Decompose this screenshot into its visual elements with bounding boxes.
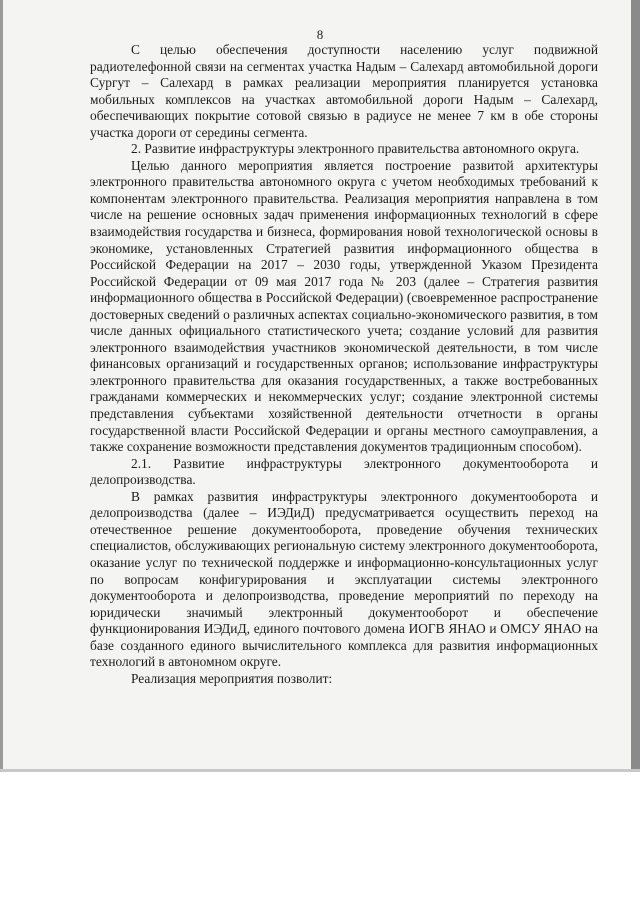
document-body: [90, 42, 598, 687]
paragraph-egov-heading: 2. Развитие инфраструктуры электронного правительства автономного округа.: [131, 141, 580, 157]
scan-left-edge: [0, 0, 3, 772]
page-number: 8: [316, 27, 324, 42]
scan-right-edge: [631, 0, 640, 772]
paragraph-edms-details: В рамках развития инфраструктуры электронного документооборота и делопроизводства (далее – ИЭДиД) предусматривается осуществить переход на отечественное решение документооборота, проведение обучения технических специалистов, обслуживающих региональную систему электронного документооборота, оказание услуг по технической поддержке и информационно-консультационных услуг по вопросам конфигурирования и эксплуатации системы электронного документооборота и делопроизводства, проведение мероприятий по переходу на юридически значимый электронный документооборот и обеспечение функционирования ИЭДиД, единого почтового домена ИОГВ ЯНАО и ОМСУ ЯНАО на базе созданного единого вычислительного комплекса для развития информационных технологий в автономном округе.: [90, 488, 598, 670]
paragraph-egov-goal: Целью данного мероприятия является построение развитой архитектуры электронного правительства автономного округа с учетом необходимых требований к компонентам электронного правительства. Реализация мероприятия направлена в том числе на решение основных задач применения информационных технологий в сфере взаимодействия государства и бизнеса, формирования новой технологической основы в экономике, установленных Стратегией развития информационного общества в Российской Федерации на 2017 – 2030 годы, утвержденной Указом Президента Российской Федерации от 09 мая 2017 года № 203 (далее – Стратегия развития информационного общества в Российской Федерации) (своевременное распространение достоверных сведений о различных аспектах социально-экономического развития, в том числе данных официального статистического учета; создание условий для развития электронного взаимодействия участников экономической деятельности, в том числе финансовых организаций и государственных органов; использование инфраструктуры электронного правительства для оказания государственных, а также востребованных гражданами коммерческих и некоммерческих услуг; создание электронной системы представления субъектами хозяйственной деятельности отчетности в органы государственной власти Российской Федерации и органы местного самоуправления, а также сохранение возможности представления документов традиционным способом).: [90, 157, 598, 455]
paragraph-mobile-coverage: С целью обеспечения доступности населению услуг подвижной радиотелефонной связи на сегментах участка Надым – Салехард автомобильной дороги Сургут – Салехард в рамках реализации мероприятия планируется установка мобильных комплексов на участках автомобильной дороги Надым – Салехард, обеспечивающих покрытие сотовой связью в радиусе не менее 7 км в обе стороны участка дороги от середины сегмента.: [90, 42, 598, 140]
paragraph-edms-heading: 2.1. Развитие инфраструктуры электронного документооборота и делопроизводства.: [90, 455, 598, 488]
scan-bottom-edge: [0, 769, 640, 772]
paragraph-implementation: Реализация мероприятия позволит:: [131, 670, 333, 686]
